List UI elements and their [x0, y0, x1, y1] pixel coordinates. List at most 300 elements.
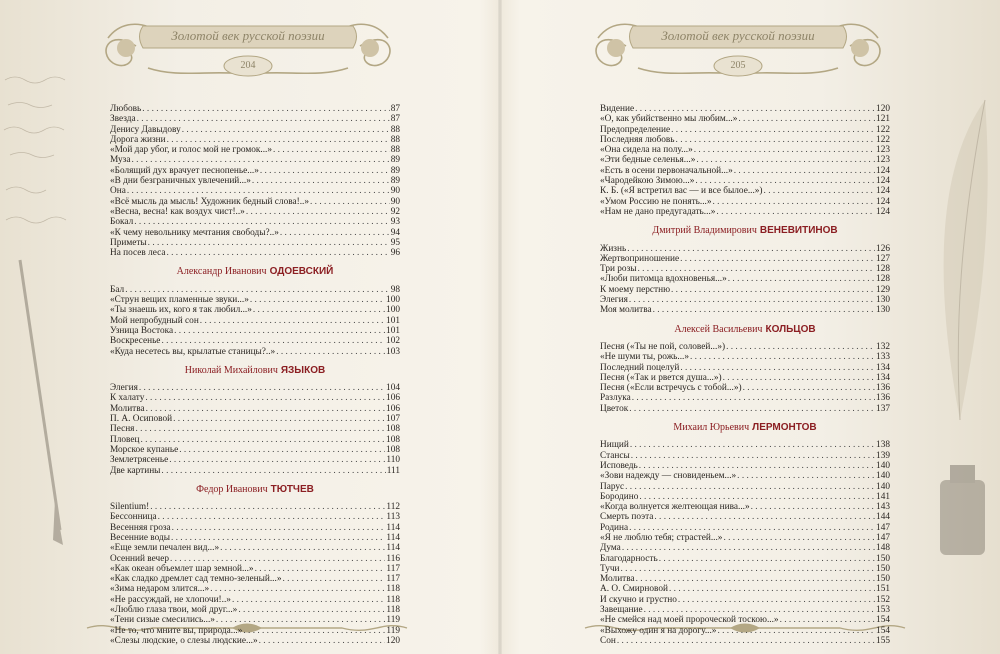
- entry-page: 130: [876, 305, 890, 316]
- toc-entry: [600, 440, 890, 450]
- toc-entry: [600, 451, 890, 461]
- entry-page: 118: [386, 584, 400, 595]
- toc-entry: [110, 285, 400, 295]
- dot-leader: [253, 305, 385, 315]
- dot-leader: [629, 404, 875, 414]
- toc-entry: [110, 543, 400, 553]
- entry-page: 88: [390, 124, 400, 135]
- toc-entry: [600, 383, 890, 393]
- entry-title: Silentium!: [110, 502, 150, 513]
- toc-entry: [600, 207, 890, 217]
- entry-title: «Она сидела на полу...»: [600, 145, 693, 156]
- entry-title: «Эти бедные селенья...»: [600, 155, 696, 166]
- entry-page: 102: [386, 336, 400, 347]
- author-given-names: Михаил Юрьевич: [673, 422, 750, 434]
- entry-page: 87: [390, 104, 400, 114]
- entry-title: «Весна, весна! как воздух чист!..»: [110, 206, 245, 217]
- dot-leader: [622, 543, 875, 553]
- dot-leader: [246, 207, 390, 217]
- entry-page: 106: [386, 393, 400, 404]
- dot-leader: [695, 176, 875, 186]
- entry-title: Молитва: [110, 403, 145, 414]
- toc-entry: [110, 455, 400, 465]
- toc-entry: [600, 471, 890, 481]
- entry-title: Жизнь: [600, 243, 627, 254]
- entry-page: 129: [876, 284, 890, 295]
- entry-title: Узница Востока: [110, 325, 174, 336]
- dot-leader: [131, 155, 389, 165]
- toc-entry: [110, 414, 400, 424]
- toc-entry: [600, 166, 890, 176]
- entry-page: 114: [386, 543, 400, 554]
- toc-right-column: [600, 104, 890, 646]
- toc-entry: [110, 295, 400, 305]
- entry-title: Песня («Ты не пой, соловей...»): [600, 341, 726, 352]
- toc-entry: [110, 125, 400, 135]
- entry-title: Элегия: [110, 383, 138, 394]
- feather-inkwell-illustration: [905, 90, 1000, 630]
- entry-page: 90: [390, 196, 400, 207]
- toc-entry: [110, 605, 400, 615]
- toc-entry: [600, 543, 890, 553]
- dot-leader: [238, 605, 385, 615]
- dot-leader: [669, 584, 875, 594]
- toc-entry: [110, 404, 400, 414]
- entry-title: Мой непробудный сон: [110, 315, 199, 326]
- toc-entry: [600, 135, 890, 145]
- ornament-cartouche: [578, 8, 898, 90]
- dot-leader: [200, 316, 385, 326]
- dot-leader: [723, 533, 875, 543]
- toc-entry: [600, 595, 890, 605]
- dot-leader: [127, 186, 390, 196]
- entry-title: П. А. Осиповой: [110, 414, 173, 425]
- entry-page: 128: [876, 274, 890, 285]
- dot-leader: [172, 523, 386, 533]
- author-heading: [600, 423, 890, 433]
- dot-leader: [210, 584, 385, 594]
- entry-page: 114: [386, 522, 400, 533]
- dot-leader: [169, 455, 385, 465]
- toc-entry: [600, 176, 890, 186]
- dot-leader: [734, 166, 875, 176]
- toc-entry: [110, 383, 400, 393]
- dot-leader: [142, 104, 389, 114]
- entry-title: «О, как убийственно мы любим...»: [600, 114, 738, 125]
- entry-title: «Зови надежду — сновиденьем...»: [600, 471, 737, 482]
- dot-leader: [135, 424, 385, 434]
- entry-page: 118: [386, 594, 400, 605]
- entry-title: Бородино: [600, 491, 639, 502]
- entry-title: Последняя любовь: [600, 134, 675, 145]
- toc-entry: [600, 342, 890, 352]
- quill-pen-illustration: [0, 60, 95, 620]
- entry-page: 124: [876, 165, 890, 176]
- toc-entry: [110, 554, 400, 564]
- dot-leader: [780, 615, 875, 625]
- entry-title: Звезда: [110, 114, 136, 125]
- toc-entry: [600, 104, 890, 114]
- entry-page: 144: [876, 512, 890, 523]
- entry-page: 93: [390, 217, 400, 228]
- dot-leader: [243, 626, 385, 636]
- entry-title: Родина: [600, 522, 629, 533]
- dot-leader: [171, 533, 385, 543]
- entry-page: 112: [386, 502, 400, 513]
- dot-leader: [179, 445, 385, 455]
- entry-title: Разлука: [600, 393, 631, 404]
- toc-entry: [110, 533, 400, 543]
- entry-title: Морское купанье: [110, 444, 179, 455]
- dot-leader: [629, 523, 875, 533]
- entry-page: 140: [876, 471, 890, 482]
- toc-entry: [600, 393, 890, 403]
- entry-page: 118: [386, 605, 400, 616]
- author-heading: [110, 267, 400, 277]
- entry-title: Три розы: [600, 264, 637, 275]
- entry-page: 92: [390, 206, 400, 217]
- entry-page: 134: [876, 362, 890, 373]
- entry-title: Цветок: [600, 403, 629, 414]
- dot-leader: [232, 595, 385, 605]
- dot-leader: [764, 186, 876, 196]
- toc-entry: [600, 574, 890, 584]
- toc-entry: [600, 285, 890, 295]
- entry-title: «Не то, что мните вы, природа...»: [110, 625, 243, 636]
- dot-leader: [638, 264, 876, 274]
- dot-leader: [696, 155, 875, 165]
- toc-entry: [110, 502, 400, 512]
- toc-entry: [110, 626, 400, 636]
- author-surname: ОДОЕВСКИЙ: [269, 266, 334, 278]
- toc-entry: [600, 373, 890, 383]
- dot-leader: [716, 207, 875, 217]
- entry-page: 143: [876, 502, 890, 513]
- author-given-names: Алексей Васильевич: [674, 323, 763, 335]
- entry-title: «Как океан объемлет шар земной...»: [110, 563, 254, 574]
- dot-leader: [174, 326, 385, 336]
- author-given-names: Дмитрий Владимирович: [652, 225, 757, 237]
- entry-title: Бессонница: [110, 512, 157, 523]
- entry-title: «Всё мысль да мысль! Художник бедный слова!..»: [110, 196, 310, 207]
- entry-title: «Я не люблю тебя; страстей...»: [600, 532, 723, 543]
- dot-leader: [252, 176, 390, 186]
- entry-page: 124: [876, 196, 890, 207]
- dot-leader: [259, 636, 385, 646]
- toc-entry: [110, 186, 400, 196]
- dot-leader: [751, 502, 875, 512]
- entry-title: Нищий: [600, 440, 629, 451]
- entry-title: Осенний вечер: [110, 553, 169, 564]
- dot-leader: [713, 197, 876, 207]
- author-given-names: Александр Иванович: [176, 266, 267, 278]
- entry-page: 126: [876, 243, 890, 254]
- toc-entry: [110, 197, 400, 207]
- book-gutter: [498, 0, 502, 654]
- entry-title: Парус: [600, 481, 625, 492]
- entry-title: «Еще земли печален вид...»: [110, 543, 220, 554]
- toc-entry: [600, 145, 890, 155]
- entry-page: 138: [876, 440, 890, 451]
- dot-leader: [255, 564, 386, 574]
- entry-title: К моему перстню: [600, 284, 671, 295]
- entry-page: 137: [876, 403, 890, 414]
- ornament-cartouche: [88, 8, 408, 90]
- entry-title: К. Б. («Я встретил вас — и все былое...»): [600, 186, 763, 197]
- entry-page: 89: [390, 176, 400, 187]
- toc-entry: [600, 274, 890, 284]
- author-surname: ВЕНЕВИТИНОВ: [759, 225, 838, 237]
- entry-page: 148: [876, 543, 890, 554]
- dot-leader: [250, 295, 385, 305]
- entry-page: 150: [876, 574, 890, 585]
- toc-entry: [110, 336, 400, 346]
- dot-leader: [145, 393, 385, 403]
- entry-title: «К чему невольнику мечтания свободы?..»: [110, 227, 279, 238]
- dot-leader: [146, 404, 385, 414]
- entry-page: 140: [876, 481, 890, 492]
- entry-page: 147: [876, 532, 890, 543]
- entry-page: 117: [386, 563, 400, 574]
- entry-page: 108: [386, 434, 400, 445]
- entry-title: Пловец: [110, 434, 140, 445]
- toc-entry: [600, 363, 890, 373]
- dot-leader: [737, 471, 875, 481]
- entry-page: 103: [386, 346, 400, 357]
- toc-entry: [110, 445, 400, 455]
- dot-leader: [635, 104, 875, 114]
- toc-entry: [600, 197, 890, 207]
- dot-leader: [654, 512, 875, 522]
- toc-entry: [600, 482, 890, 492]
- toc-entry: [600, 461, 890, 471]
- toc-entry: [600, 523, 890, 533]
- entry-page: 128: [876, 264, 890, 275]
- author-heading: [110, 485, 400, 495]
- dot-leader: [680, 254, 875, 264]
- dot-leader: [644, 605, 875, 615]
- entry-page: 121: [876, 114, 890, 125]
- toc-entry: [110, 615, 400, 625]
- entry-title: «Слезы людские, о слезы людские...»: [110, 635, 258, 646]
- entry-title: Денису Давыдову: [110, 124, 181, 135]
- dot-leader: [276, 347, 385, 357]
- entry-page: 88: [390, 134, 400, 145]
- entry-title: Она: [110, 186, 126, 197]
- header-right: [578, 8, 898, 90]
- entry-title: «Чародейкою Зимою...»: [600, 176, 695, 187]
- entry-title: «Тени сизые смесились...»: [110, 615, 215, 626]
- entry-page: 136: [876, 383, 890, 394]
- dot-leader: [690, 352, 875, 362]
- entry-title: «Мой дар убог, и голос мой не громок...»: [110, 145, 273, 156]
- page-number: 204: [240, 60, 256, 71]
- entry-title: Элегия: [600, 295, 628, 306]
- entry-page: 147: [876, 522, 890, 533]
- dot-leader: [280, 228, 390, 238]
- entry-page: 154: [876, 625, 890, 636]
- toc-entry: [110, 248, 400, 258]
- entry-title: Тучи: [600, 563, 620, 574]
- dot-leader: [631, 451, 875, 461]
- entry-page: 89: [390, 155, 400, 166]
- entry-title: Песня («Так и рвется душа...»): [600, 372, 722, 383]
- dot-leader: [150, 502, 385, 512]
- entry-page: 124: [876, 176, 890, 187]
- toc-entry: [110, 155, 400, 165]
- entry-title: Муза: [110, 155, 131, 166]
- entry-page: 124: [876, 186, 890, 197]
- entry-title: Дорога жизни: [110, 134, 166, 145]
- entry-page: 108: [386, 424, 400, 435]
- entry-page: 107: [386, 414, 400, 425]
- entry-title: Весенняя гроза: [110, 522, 171, 533]
- entry-page: 87: [390, 114, 400, 125]
- entry-page: 122: [876, 134, 890, 145]
- entry-title: Весенние воды: [110, 532, 170, 543]
- entry-title: Бал: [110, 284, 125, 295]
- toc-entry: [600, 502, 890, 512]
- entry-page: 100: [386, 295, 400, 306]
- dot-leader: [639, 492, 875, 502]
- dot-leader: [216, 615, 385, 625]
- entry-page: 122: [876, 124, 890, 135]
- toc-entry: [600, 254, 890, 264]
- entry-title: «В дни безграничных увлечений...»: [110, 176, 251, 187]
- entry-page: 141: [876, 491, 890, 502]
- toc-entry: [110, 584, 400, 594]
- toc-entry: [110, 145, 400, 155]
- author-surname: КОЛЬЦОВ: [765, 323, 816, 335]
- entry-title: «Умом Россию не понять...»: [600, 196, 712, 207]
- dot-leader: [694, 145, 875, 155]
- entry-title: «Не шуми ты, рожь...»: [600, 352, 689, 363]
- dot-leader: [629, 295, 875, 305]
- entry-page: 123: [876, 155, 890, 166]
- toc-entry: [600, 615, 890, 625]
- dot-leader: [627, 244, 875, 254]
- dot-leader: [161, 466, 385, 476]
- entry-title: Моя молитва: [600, 305, 652, 316]
- entry-page: 124: [876, 206, 890, 217]
- entry-page: 90: [390, 186, 400, 197]
- toc-entry: [110, 207, 400, 217]
- entry-page: 111: [386, 465, 400, 476]
- entry-title: Две картины: [110, 465, 161, 476]
- toc-entry: [600, 492, 890, 502]
- toc-entry: [110, 347, 400, 357]
- toc-entry: [110, 523, 400, 533]
- dot-leader: [170, 554, 385, 564]
- entry-page: 89: [390, 165, 400, 176]
- entry-page: 98: [390, 284, 400, 295]
- entry-title: Землетрясенье: [110, 455, 169, 466]
- toc-entry: [600, 155, 890, 165]
- dot-leader: [158, 512, 386, 522]
- header-left: [88, 8, 408, 90]
- running-title: Золотой век русской поэзии: [171, 28, 325, 43]
- dot-leader: [636, 574, 875, 584]
- entry-title: Исповедь: [600, 460, 638, 471]
- toc-entry: [110, 316, 400, 326]
- entry-page: 150: [876, 553, 890, 564]
- toc-entry: [600, 605, 890, 615]
- toc-entry: [110, 305, 400, 315]
- entry-title: Воскресенье: [110, 336, 161, 347]
- entry-page: 116: [386, 553, 400, 564]
- entry-title: «Выхожу один я на дорогу...»: [600, 625, 717, 636]
- toc-entry: [110, 466, 400, 476]
- entry-title: Бокал: [110, 217, 134, 228]
- dot-leader: [738, 114, 875, 124]
- entry-page: 140: [876, 460, 890, 471]
- entry-title: А. О. Смирновой: [600, 584, 669, 595]
- dot-leader: [173, 414, 385, 424]
- entry-title: «Когда волнуется желтеющая нива...»: [600, 502, 750, 513]
- entry-page: 134: [876, 372, 890, 383]
- author-heading: [600, 226, 890, 236]
- dot-leader: [617, 636, 875, 646]
- entry-title: Песня («Если встречусь с тобой...»): [600, 383, 742, 394]
- entry-title: «Как сладко дремлет сад темно-зеленый...»: [110, 574, 282, 585]
- entry-title: Дума: [600, 543, 621, 554]
- toc-entry: [600, 186, 890, 196]
- author-heading: [110, 366, 400, 376]
- dot-leader: [728, 274, 875, 284]
- entry-page: 117: [386, 574, 400, 585]
- entry-title: «Зима недаром злится...»: [110, 584, 210, 595]
- author-surname: ТЮТЧЕВ: [270, 483, 314, 495]
- entry-title: «Нам не дано предугадать...»: [600, 206, 716, 217]
- entry-title: На посев леса: [110, 248, 166, 259]
- author-given-names: Николай Михайлович: [184, 364, 278, 376]
- entry-page: 94: [390, 227, 400, 238]
- dot-leader: [260, 166, 390, 176]
- dot-leader: [273, 145, 390, 155]
- toc-entry: [110, 393, 400, 403]
- entry-title: Смерть поэта: [600, 512, 654, 523]
- entry-page: 119: [386, 615, 400, 626]
- toc-entry: [110, 636, 400, 646]
- toc-entry: [600, 584, 890, 594]
- dot-leader: [310, 197, 390, 207]
- entry-title: «Есть в осени первоначальной...»: [600, 165, 733, 176]
- dot-leader: [717, 626, 875, 636]
- entry-title: «Люби питомца вдохновенья...»: [600, 274, 727, 285]
- entry-page: 130: [876, 295, 890, 306]
- entry-page: 88: [390, 145, 400, 156]
- toc-entry: [600, 626, 890, 636]
- toc-entry: [600, 264, 890, 274]
- entry-title: Последний поцелуй: [600, 362, 680, 373]
- toc-entry: [110, 104, 400, 114]
- toc-entry: [110, 595, 400, 605]
- toc-entry: [600, 554, 890, 564]
- entry-page: 101: [386, 315, 400, 326]
- toc-entry: [110, 217, 400, 227]
- entry-page: 101: [386, 325, 400, 336]
- entry-page: 155: [876, 635, 890, 646]
- entry-page: 132: [876, 341, 890, 352]
- dot-leader: [125, 285, 390, 295]
- running-title: Золотой век русской поэзии: [661, 28, 815, 43]
- toc-entry: [600, 295, 890, 305]
- author-given-names: Федор Иванович: [196, 483, 268, 495]
- entry-page: 100: [386, 305, 400, 316]
- dot-leader: [134, 217, 389, 227]
- toc-entry: [110, 424, 400, 434]
- dot-leader: [680, 363, 875, 373]
